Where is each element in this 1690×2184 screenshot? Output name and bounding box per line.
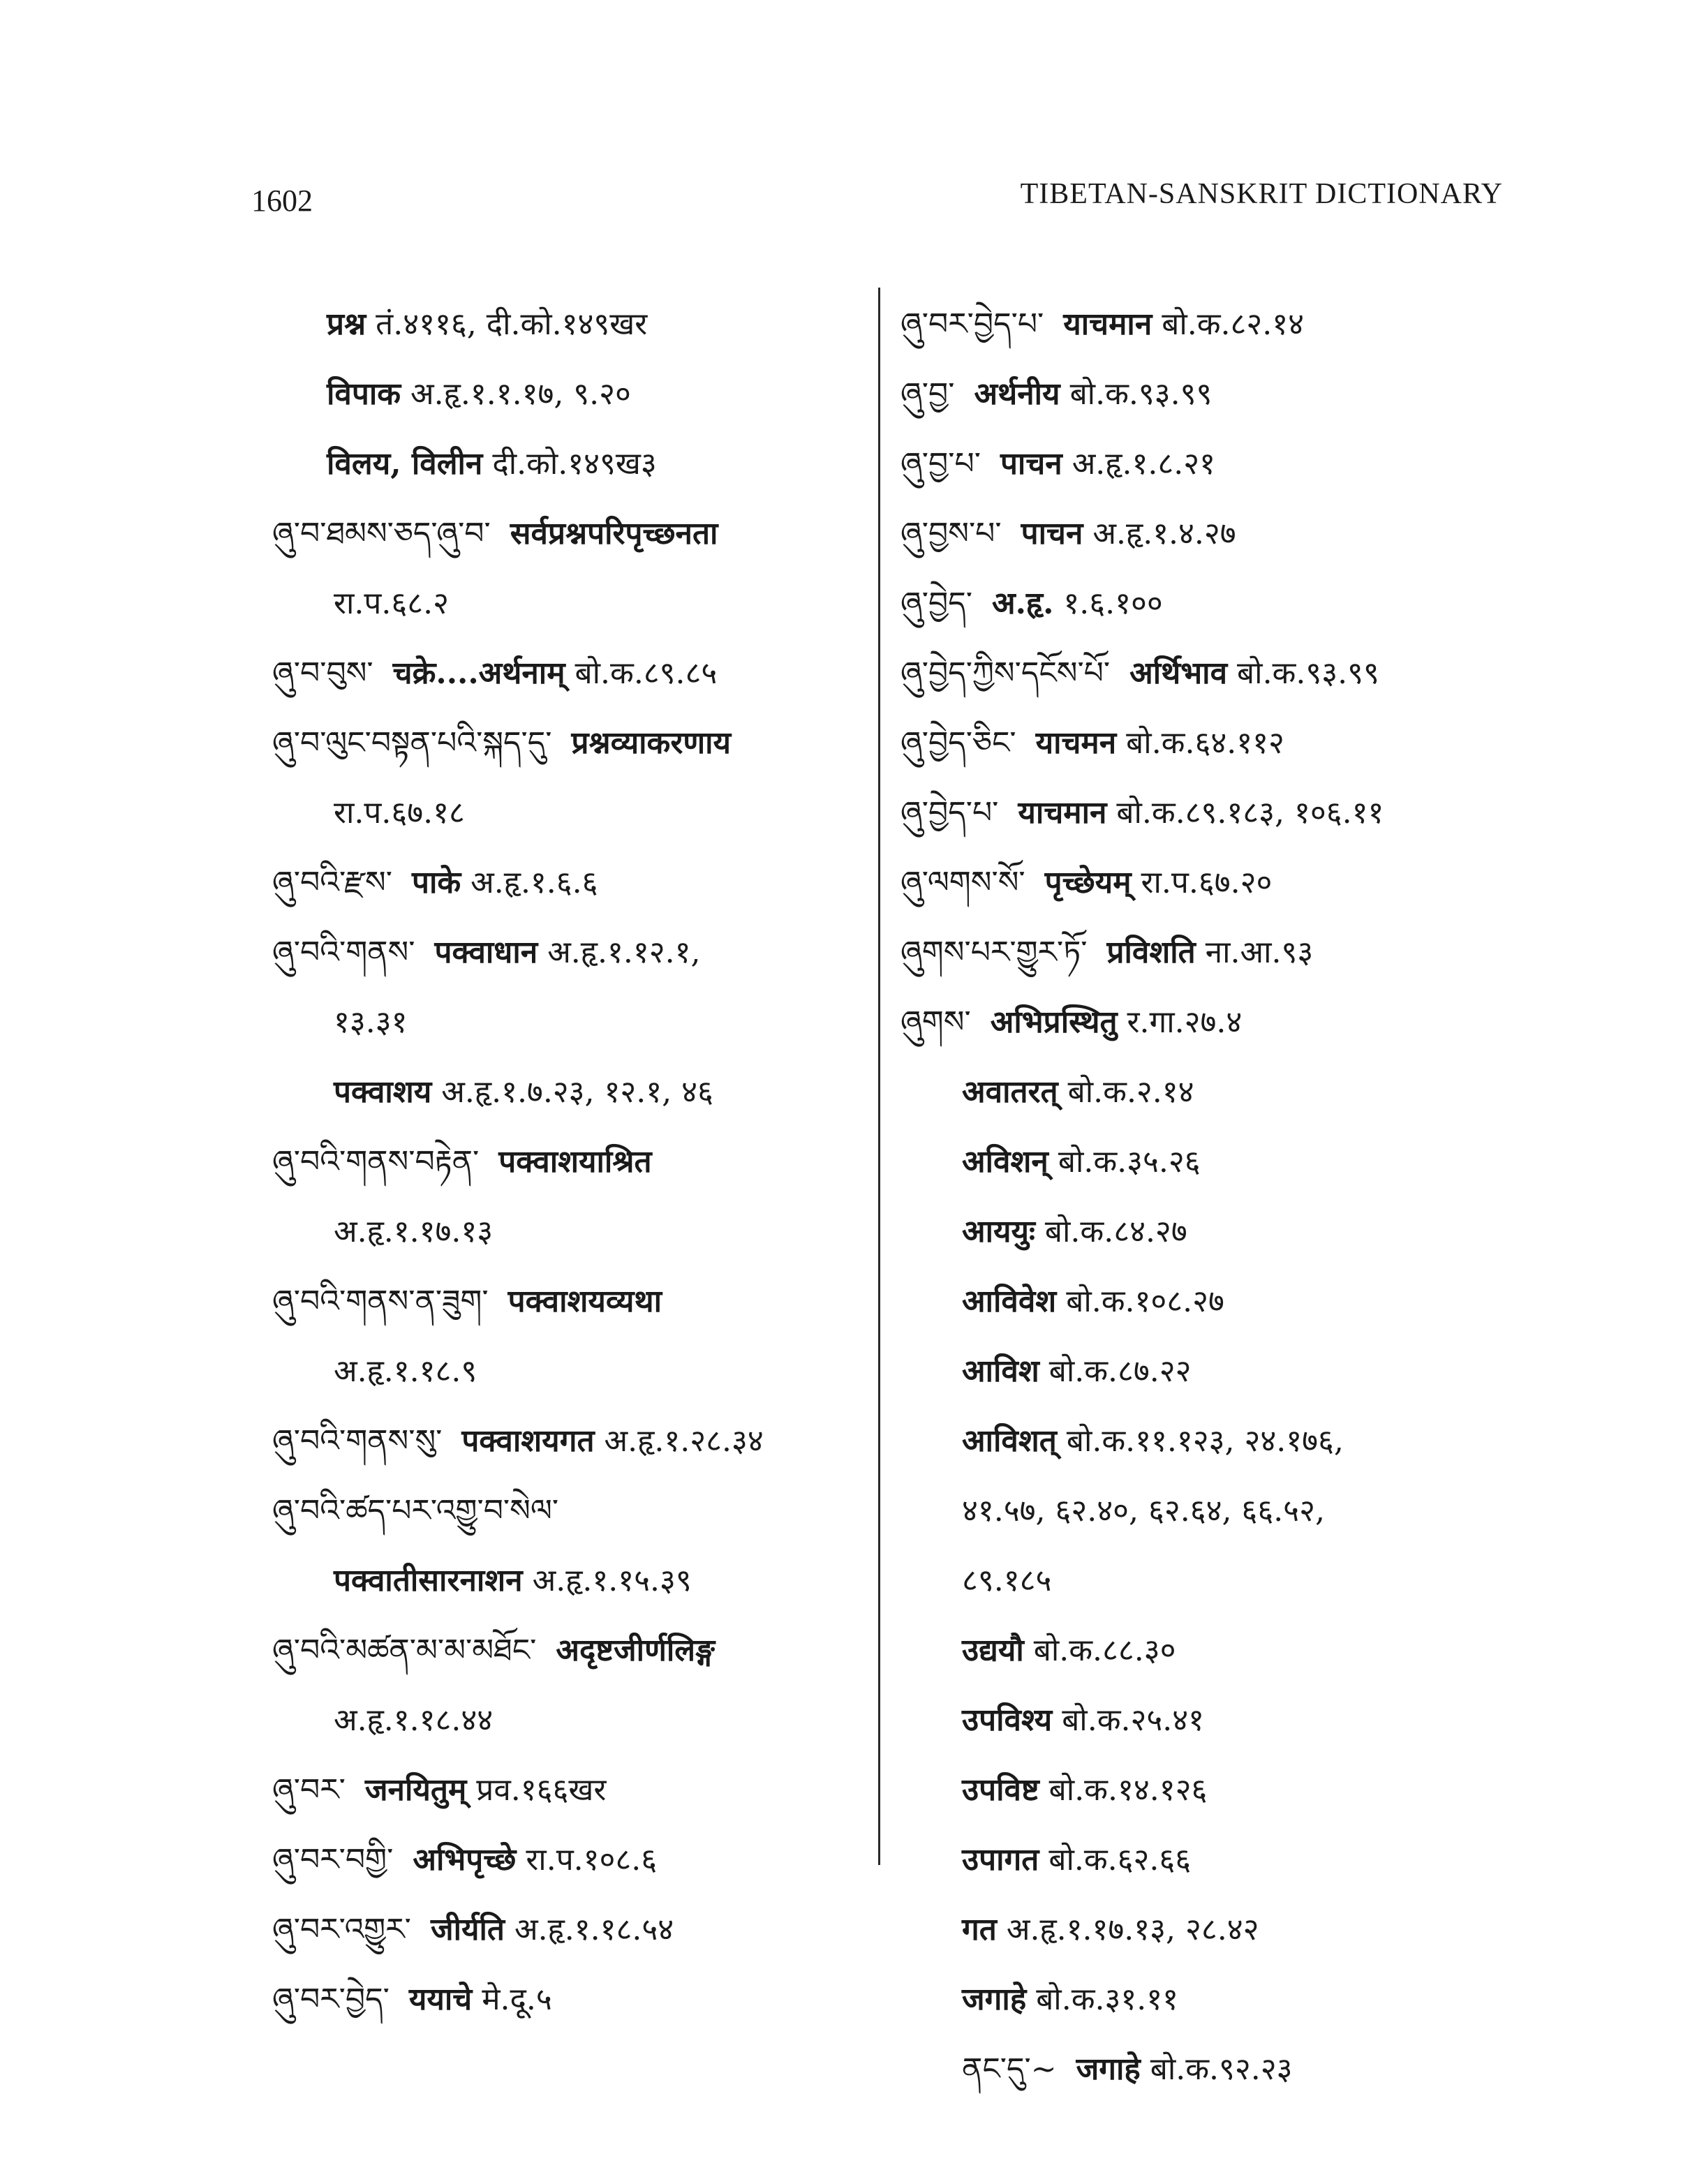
tibetan-headword: ཞུ་བ་ཐམས་ཅད་ཞུ་བ་	[272, 516, 491, 551]
sanskrit-equivalent: उपविष्ट	[962, 1772, 1039, 1808]
dictionary-entry-line	[272, 1616, 866, 1686]
source-reference: बो.क.८४.२७	[1044, 1214, 1187, 1249]
sanskrit-equivalent: अभिपृच्छे	[413, 1842, 517, 1878]
tibetan-headword: ཞུ་བ་བུས་	[272, 655, 373, 691]
tibetan-headword: ཞུ་བའི་གནས་	[272, 935, 415, 970]
source-reference: बो.क.११.१२३, २४.१७६,	[1066, 1423, 1344, 1459]
dictionary-entry-line	[272, 1337, 866, 1406]
source-reference: तं.४११६, दी.को.१४९खर	[376, 306, 648, 342]
dictionary-entry-line	[272, 1476, 866, 1546]
source-reference: बो.क.६४.११२	[1126, 725, 1284, 761]
source-reference: बो.क.८२.१४	[1162, 306, 1305, 342]
sanskrit-equivalent: अवातरत्	[962, 1074, 1058, 1110]
source-reference: बो.क.९३.९९	[1237, 655, 1379, 691]
source-reference: बो.क.९२.२३	[1150, 2051, 1293, 2087]
dictionary-entry-line	[272, 359, 866, 429]
source-reference: बो.क.८७.२२	[1048, 1353, 1192, 1389]
tibetan-headword: ཞུ་བར་འགྱུར་	[272, 1912, 411, 1947]
tibetan-headword: ཞུ་བར་བགྱི་	[272, 1842, 394, 1878]
source-reference: बो.क.२५.४१	[1062, 1702, 1204, 1738]
dictionary-entry-line	[900, 1197, 1501, 1267]
sanskrit-equivalent: उद्ययौ	[962, 1633, 1024, 1668]
tibetan-headword: ཞུ་བྱེད་ཅིང་	[900, 725, 1016, 761]
tibetan-headword: ཞུ་བྱེད་	[900, 586, 972, 621]
source-reference: प्रव.१६६खर	[476, 1772, 607, 1808]
sanskrit-equivalent: उपविश्य	[962, 1702, 1053, 1738]
source-reference: अ.हृ.१.७.२३, १२.१, ४६	[441, 1074, 713, 1110]
sanskrit-equivalent: याचमान	[1063, 306, 1152, 342]
tibetan-headword: ཞུ་བའི་མཚན་མ་མ་མཐོང་	[272, 1633, 537, 1668]
source-reference: बो.क.२.१४	[1067, 1074, 1194, 1110]
source-reference: मे.दू.५	[482, 1982, 552, 2017]
dictionary-entry-line	[272, 290, 866, 359]
dictionary-entry-line	[900, 1895, 1501, 1965]
sanskrit-equivalent: पाचन	[1000, 446, 1062, 482]
source-reference: रा.प.१०८.६	[526, 1842, 658, 1878]
sanskrit-equivalent: अर्थनीय	[974, 376, 1060, 412]
dictionary-entry-line	[900, 429, 1501, 499]
source-reference: बो.क.८८.३०	[1033, 1633, 1176, 1668]
source-reference: रा.प.६७.२०	[1141, 865, 1273, 900]
sanskrit-equivalent: उपागत	[962, 1842, 1039, 1878]
dictionary-entry-line	[900, 1965, 1501, 2035]
dictionary-entry-line	[272, 778, 866, 848]
dictionary-entry-line	[900, 1337, 1501, 1406]
tibetan-headword: ཞུ་བ་ལུང་བསྟན་པའི་སྐད་དུ་	[272, 725, 552, 761]
tibetan-headword: ཞུ་བའི་རྫས་	[272, 865, 392, 900]
source-reference: अ.हृ.१.४.२७	[1092, 516, 1236, 551]
dictionary-entry-line	[272, 429, 866, 499]
dictionary-entry-line	[900, 1686, 1501, 1755]
dictionary-entry-line	[900, 708, 1501, 778]
source-reference: अ.हृ.१.१८.५४	[514, 1912, 674, 1947]
sanskrit-equivalent: याचमन	[1035, 725, 1117, 761]
sanskrit-equivalent: चक्रे....अर्थनाम्	[392, 655, 565, 691]
dictionary-entry-line	[272, 1057, 866, 1127]
dictionary-entry-line	[272, 1197, 866, 1267]
tibetan-headword: ཞུ་བའི་གནས་ན་ཟུག་	[272, 1284, 489, 1319]
dictionary-entry-line	[900, 1057, 1501, 1127]
sanskrit-equivalent: प्रविशति	[1106, 935, 1196, 970]
source-reference: १३.३१	[334, 1004, 408, 1040]
dictionary-entry-line	[900, 569, 1501, 639]
sanskrit-equivalent: अ.हृ.	[991, 586, 1054, 621]
source-reference: अ.हृ.१.१७.१३	[334, 1214, 494, 1249]
dictionary-entry-line	[900, 1267, 1501, 1337]
left-column	[272, 290, 866, 2035]
dictionary-entry-line	[272, 499, 866, 569]
source-reference: ८९.१८५	[962, 1563, 1052, 1598]
source-reference: बो.क.३५.२६	[1058, 1144, 1201, 1180]
dictionary-entry-line	[900, 1406, 1501, 1476]
column-divider	[878, 288, 880, 1865]
source-reference: अ.हृ.१.१८.४४	[334, 1702, 494, 1738]
sanskrit-equivalent: अर्थिभाव	[1129, 655, 1228, 691]
right-column	[900, 290, 1501, 2104]
source-reference: रा.प.६८.२	[334, 586, 449, 621]
sanskrit-equivalent: पक्वाशयव्यथा	[507, 1284, 662, 1319]
dictionary-entry-line	[900, 290, 1501, 359]
dictionary-entry-line	[900, 1616, 1501, 1686]
source-reference: र.गा.२७.४	[1127, 1004, 1243, 1040]
dictionary-entry-line	[272, 708, 866, 778]
dictionary-entry-line	[272, 1895, 866, 1965]
tibetan-headword: ཞུ་ལགས་སོ་	[900, 865, 1025, 900]
sanskrit-equivalent: अभिप्रस्थितु	[990, 1004, 1118, 1040]
tibetan-headword: ཞུ་བྱེད་ཀྱིས་དངོས་པོ་	[900, 655, 1111, 691]
dictionary-entry-line	[900, 1546, 1501, 1616]
tibetan-headword: ཞུ་བར་བྱེད་	[272, 1982, 390, 2017]
sanskrit-equivalent: विपाक	[327, 376, 401, 412]
source-reference: अ.हृ.१.१८.९	[334, 1353, 477, 1389]
sanskrit-equivalent: गत	[962, 1912, 997, 1947]
sanskrit-equivalent: विलय, विलीन	[327, 446, 483, 482]
running-head: TIBETAN-SANSKRIT DICTIONARY	[1020, 178, 1503, 210]
sanskrit-equivalent: पक्वाशयगत	[461, 1423, 595, 1459]
source-reference: अ.हृ.१.८.२१	[1072, 446, 1215, 482]
sanskrit-equivalent: जगाहे	[962, 1982, 1027, 2017]
source-reference: बो.क.६२.६६	[1048, 1842, 1192, 1878]
source-reference: अ.हृ.१.२८.३४	[604, 1423, 764, 1459]
tibetan-headword: ཞུ་བྱ་	[900, 376, 955, 412]
dictionary-entry-line	[900, 499, 1501, 569]
dictionary-entry-line	[272, 569, 866, 639]
sanskrit-equivalent: याचमान	[1018, 795, 1107, 831]
dictionary-entry-line	[272, 639, 866, 708]
source-reference: बो.क.३१.११	[1036, 1982, 1178, 2017]
dictionary-entry-line	[900, 2035, 1501, 2104]
source-reference: ४१.५७, ६२.४०, ६२.६४, ६६.५२,	[962, 1493, 1325, 1529]
tibetan-headword: ཞུ་བའི་གནས་སུ་	[272, 1423, 443, 1459]
sanskrit-equivalent: पक्वाशय	[334, 1074, 432, 1110]
tibetan-headword: ཞུ་བའི་གནས་བརྟེན་	[272, 1144, 480, 1180]
source-reference: अ.हृ.१.१.१७, ९.२०	[410, 376, 631, 412]
dictionary-entry-line	[272, 1755, 866, 1825]
sanskrit-equivalent: सर्वप्रश्नपरिपृच्छनता	[510, 516, 718, 551]
dictionary-entry-line	[272, 1825, 866, 1895]
dictionary-entry-line	[900, 639, 1501, 708]
sanskrit-equivalent: पक्वाधान	[434, 935, 538, 970]
source-reference: दी.को.१४९ख३	[492, 446, 657, 482]
dictionary-entry-line	[272, 848, 866, 918]
sanskrit-equivalent: ययाचे	[408, 1982, 473, 2017]
sanskrit-equivalent: प्रश्नव्याकरणाय	[571, 725, 732, 761]
dictionary-entry-line	[272, 1965, 866, 2035]
dictionary-entry-line	[900, 1755, 1501, 1825]
sanskrit-equivalent: पाचन	[1021, 516, 1083, 551]
dictionary-entry-line	[272, 1546, 866, 1616]
dictionary-entry-line	[272, 1267, 866, 1337]
dictionary-entry-line	[900, 1825, 1501, 1895]
dictionary-entry-line	[900, 359, 1501, 429]
sanskrit-equivalent: पक्वातीसारनाशन	[334, 1563, 523, 1598]
source-reference: बो.क.१४.१२६	[1048, 1772, 1208, 1808]
dictionary-entry-line	[900, 1127, 1501, 1197]
tibetan-headword: ནང་དུ་~	[962, 2051, 1057, 2087]
dictionary-entry-line	[272, 1127, 866, 1197]
dictionary-entry-line	[272, 1406, 866, 1476]
source-reference: १.६.१००	[1063, 586, 1163, 621]
sanskrit-equivalent: पृच्छेयम्	[1044, 865, 1132, 900]
source-reference: बो.क.८९.८५	[575, 655, 718, 691]
sanskrit-equivalent: आविश	[962, 1353, 1039, 1389]
sanskrit-equivalent: पाके	[411, 865, 461, 900]
sanskrit-equivalent: आविवेश	[962, 1284, 1057, 1319]
dictionary-entry-line	[900, 918, 1501, 988]
dictionary-entry-line	[900, 988, 1501, 1057]
tibetan-headword: ཞུ་བར་བྱེད་པ་	[900, 306, 1044, 342]
sanskrit-equivalent: जीर्यति	[430, 1912, 505, 1947]
sanskrit-equivalent: पक्वाशयाश्रित	[498, 1144, 652, 1180]
dictionary-entry-line	[272, 918, 866, 988]
source-reference: बो.क.८९.१८३, १०६.११	[1116, 795, 1384, 831]
tibetan-headword: ཞུགས་པར་གྱུར་ཏོ་	[900, 935, 1088, 970]
source-reference: रा.प.६७.१८	[334, 795, 465, 831]
source-reference: अ.हृ.१.६.६	[470, 865, 598, 900]
dictionary-entry-line	[900, 1476, 1501, 1546]
dictionary-entry-line	[272, 1686, 866, 1755]
source-reference: अ.हृ.१.१७.१३, २८.४२	[1006, 1912, 1259, 1947]
source-reference: अ.हृ.१.१५.३९	[532, 1563, 692, 1598]
sanskrit-equivalent: जगाहे	[1076, 2051, 1141, 2087]
dictionary-entry-line	[272, 988, 866, 1057]
source-reference: बो.क.१०८.२७	[1066, 1284, 1224, 1319]
dictionary-entry-line	[900, 848, 1501, 918]
sanskrit-equivalent: आविशत्	[962, 1423, 1057, 1459]
tibetan-headword: ཞུ་བའི་ཚད་པར་འགྱུ་བ་སེལ་	[272, 1493, 559, 1529]
tibetan-headword: ཞུ་བར་	[272, 1772, 346, 1808]
source-reference: बो.क.९३.९९	[1069, 376, 1213, 412]
source-reference: अ.हृ.१.१२.१,	[547, 935, 701, 970]
sanskrit-equivalent: जनयितुम्	[364, 1772, 467, 1808]
sanskrit-equivalent: आययुः	[962, 1214, 1035, 1249]
sanskrit-equivalent: प्रश्न	[327, 306, 366, 342]
sanskrit-equivalent: अदृष्टजीर्णलिङ्ग	[556, 1633, 715, 1668]
tibetan-headword: ཞུ་བྱེད་པ་	[900, 795, 999, 831]
tibetan-headword: ཞུགས་	[900, 1004, 971, 1040]
tibetan-headword: ཞུ་བྱ་པ་	[900, 446, 981, 482]
dictionary-entry-line	[900, 778, 1501, 848]
page-number: 1602	[251, 184, 313, 218]
source-reference: ना.आ.९३	[1205, 935, 1314, 970]
tibetan-headword: ཞུ་བྱས་པ་	[900, 516, 1002, 551]
sanskrit-equivalent: अविशन्	[962, 1144, 1048, 1180]
